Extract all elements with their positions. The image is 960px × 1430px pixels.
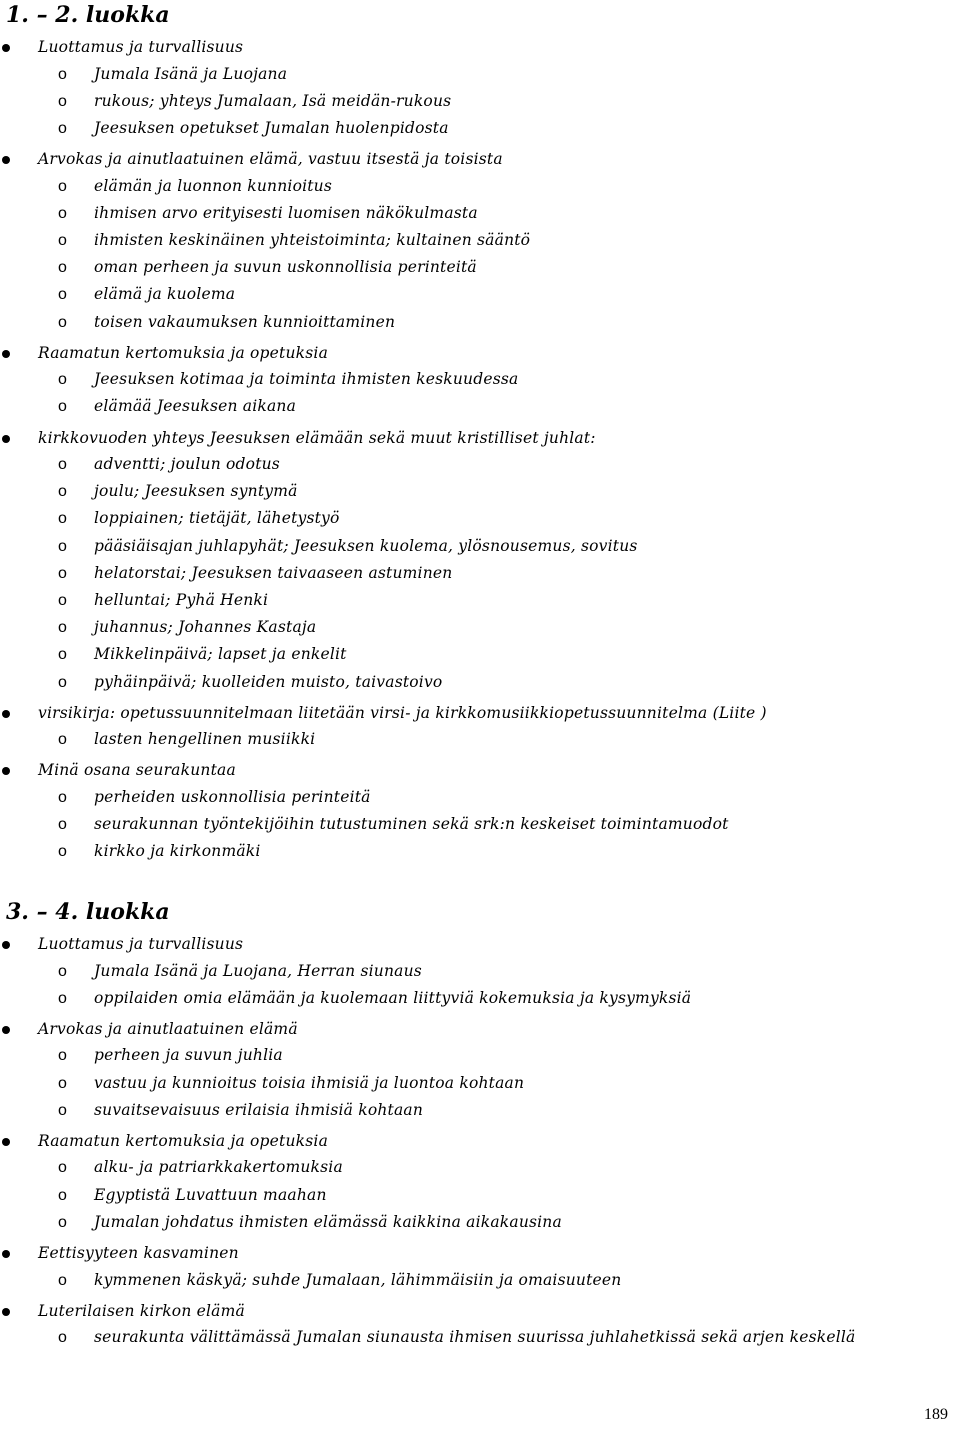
sub-list-item-text: kirkko ja kirkonmäki xyxy=(94,842,261,861)
circle-bullet-icon: o xyxy=(58,177,67,195)
sub-list-item-text: toisen vakaumuksen kunnioittaminen xyxy=(94,312,396,331)
sub-list-item xyxy=(0,587,960,614)
circle-bullet-icon: o xyxy=(58,1186,67,1204)
sub-list-item xyxy=(0,227,960,254)
sub-list-item-text: perheiden uskonnollisia perinteitä xyxy=(94,787,371,806)
sub-list-item-text: helluntai; Pyhä Henki xyxy=(94,591,269,609)
sub-list-item-text: loppiainen; tietäjät, lähetystyö xyxy=(94,509,340,528)
sub-list-item xyxy=(0,1070,960,1097)
circle-bullet-icon: o xyxy=(58,456,67,474)
circle-bullet-icon: o xyxy=(58,646,67,664)
list-item-text: Luterilaisen kirkon elämä xyxy=(38,1301,245,1320)
list-item-text: virsikirja: opetussuunnitelmaan liitetään virsi- ja kirkkomusiikkiopetussuunnitelma (Liite ) xyxy=(38,703,767,722)
sub-list-item xyxy=(0,61,960,88)
sub-list-item xyxy=(0,958,960,985)
sub-list-item-text: rukous; yhteys Jumalaan, Isä meidän-rukous xyxy=(94,91,452,110)
circle-bullet-icon: o xyxy=(58,313,67,331)
sub-list-item xyxy=(0,88,960,115)
circle-bullet-icon: o xyxy=(58,1074,67,1092)
sub-list-item-text: kymmenen käskyä; suhde Jumalaan, lähimmäisiin ja omaisuuteen xyxy=(94,1270,622,1289)
sub-list-item xyxy=(0,173,960,200)
sub-list-item xyxy=(0,1154,960,1181)
sub-list-item-text: Egyptistä Luvattuun maahan xyxy=(94,1185,327,1204)
sub-list-item-text: juhannus; Johannes Kastaja xyxy=(94,618,317,637)
circle-bullet-icon: o xyxy=(58,231,67,249)
sub-list-item-text: alku- ja patriarkkakertomuksia xyxy=(94,1158,343,1177)
list-item xyxy=(0,696,960,727)
sub-list-item xyxy=(0,614,960,641)
bullet-icon xyxy=(2,1026,10,1034)
bullet-icon xyxy=(2,350,10,358)
sub-list-item xyxy=(0,478,960,505)
sub-list-item xyxy=(0,560,960,587)
sub-list-item xyxy=(0,669,960,696)
circle-bullet-icon: o xyxy=(58,962,67,980)
circle-bullet-icon: o xyxy=(58,619,67,637)
circle-bullet-icon: o xyxy=(58,788,67,806)
sub-list-item-text: ihmisen arvo erityisesti luomisen näkökulmasta xyxy=(94,203,478,222)
section-heading: 3. – 4. luokka xyxy=(6,899,170,925)
sub-list-item-text: oppilaiden omia elämään ja kuolemaan liittyviä kokemuksia ja kysymyksiä xyxy=(94,988,692,1007)
sub-list-item xyxy=(0,641,960,668)
section-list xyxy=(0,927,960,1351)
list-item xyxy=(0,421,960,452)
bullet-icon xyxy=(2,1250,10,1258)
list-item-text: kirkkovuoden yhteys Jeesuksen elämään sekä muut kristilliset juhlat: xyxy=(38,428,596,447)
list-item-text: Arvokas ja ainutlaatuinen elämä xyxy=(38,1019,298,1038)
sub-list-item xyxy=(0,1042,960,1069)
sub-list-item xyxy=(0,1267,960,1294)
bullet-icon xyxy=(2,435,10,443)
sub-list-item-text: Jeesuksen opetukset Jumalan huolenpidosta xyxy=(94,118,449,137)
sub-list-item-text: suvaitsevaisuus erilaisia ihmisiä kohtaan xyxy=(94,1100,424,1119)
sub-list-item-text: oman perheen ja suvun uskonnollisia perinteitä xyxy=(94,258,477,277)
bullet-icon xyxy=(2,941,10,949)
bullet-icon xyxy=(2,1138,10,1146)
sub-list-item xyxy=(0,451,960,478)
sub-list-item-text: Jumala Isänä ja Luojana, Herran siunaus xyxy=(94,961,422,980)
sub-list-item-text: pääsiäisajan juhlapyhät; Jeesuksen kuolema, ylösnousemus, sovitus xyxy=(94,536,638,555)
sub-list-item-text: Jumalan johdatus ihmisten elämässä kaikkina aikakausina xyxy=(94,1212,562,1231)
bullet-icon xyxy=(2,710,10,718)
list-item xyxy=(0,927,960,958)
list-item xyxy=(0,336,960,367)
sub-list-item-text: seurakunnan työntekijöihin tutustuminen sekä srk:n keskeiset toimintamuodot xyxy=(94,815,729,834)
circle-bullet-icon: o xyxy=(58,286,67,304)
circle-bullet-icon: o xyxy=(58,1271,67,1289)
sub-list-item-text: adventti; joulun odotus xyxy=(94,455,280,474)
circle-bullet-icon: o xyxy=(58,119,67,137)
section-list xyxy=(0,30,960,866)
list-item-text: Arvokas ja ainutlaatuinen elämä, vastuu itsestä ja toisista xyxy=(38,150,503,169)
list-item xyxy=(0,753,960,784)
circle-bullet-icon: o xyxy=(58,816,67,834)
list-item xyxy=(0,30,960,61)
sub-list-item-text: elämä ja kuolema xyxy=(94,285,236,304)
sub-list-item-text: seurakunta välittämässä Jumalan siunausta ihmisen suurissa juhlahetkissä sekä arjen keskellä xyxy=(94,1328,856,1347)
sub-list-item xyxy=(0,1182,960,1209)
circle-bullet-icon: o xyxy=(58,1159,67,1177)
sub-list-item xyxy=(0,1097,960,1124)
list-item-text: Eettisyyteen kasvaminen xyxy=(38,1244,239,1262)
sub-list-item-text: helatorstai; Jeesuksen taivaaseen astuminen xyxy=(94,563,453,582)
sub-list-item xyxy=(0,309,960,336)
circle-bullet-icon: o xyxy=(58,259,67,277)
bullet-icon xyxy=(2,1308,10,1316)
sub-list-item xyxy=(0,838,960,865)
bullet-icon xyxy=(2,44,10,52)
sub-list-item-text: ihmisten keskinäinen yhteistoiminta; kultainen sääntö xyxy=(94,230,531,249)
circle-bullet-icon: o xyxy=(58,564,67,582)
sub-list-item xyxy=(0,726,960,753)
circle-bullet-icon: o xyxy=(58,92,67,110)
circle-bullet-icon: o xyxy=(58,65,67,83)
sub-list-item-text: elämää Jeesuksen aikana xyxy=(94,397,297,416)
page-number: 189 xyxy=(924,1406,948,1423)
list-item-text: Raamatun kertomuksia ja opetuksia xyxy=(38,1131,329,1150)
sub-list-item xyxy=(0,784,960,811)
sub-list-item xyxy=(0,811,960,838)
circle-bullet-icon: o xyxy=(58,371,67,389)
section-heading: 1. – 2. luokka xyxy=(6,2,170,28)
sub-list-item xyxy=(0,281,960,308)
circle-bullet-icon: o xyxy=(58,1213,67,1231)
circle-bullet-icon: o xyxy=(58,989,67,1007)
sub-list-item-text: lasten hengellinen musiikki xyxy=(94,730,316,749)
sub-list-item xyxy=(0,115,960,142)
list-item xyxy=(0,142,960,173)
sub-list-item-text: pyhäinpäivä; kuolleiden muisto, taivastoivo xyxy=(94,672,443,691)
circle-bullet-icon: o xyxy=(58,537,67,555)
circle-bullet-icon: o xyxy=(58,483,67,501)
sub-list-item xyxy=(0,393,960,420)
circle-bullet-icon: o xyxy=(58,592,67,609)
list-item xyxy=(0,1294,960,1325)
sub-list-item xyxy=(0,533,960,560)
sub-list-item xyxy=(0,254,960,281)
circle-bullet-icon: o xyxy=(58,398,67,416)
sub-list-item xyxy=(0,366,960,393)
sub-list-item xyxy=(0,505,960,532)
sub-list-item-text: Jeesuksen kotimaa ja toiminta ihmisten keskuudessa xyxy=(94,370,519,389)
circle-bullet-icon: o xyxy=(58,1047,67,1065)
sub-list-item-text: vastuu ja kunnioitus toisia ihmisiä ja luontoa kohtaan xyxy=(94,1073,525,1092)
list-item-text: Raamatun kertomuksia ja opetuksia xyxy=(38,343,329,362)
sub-list-item xyxy=(0,200,960,227)
bullet-icon xyxy=(2,156,10,164)
list-item-text: Luottamus ja turvallisuus xyxy=(38,935,244,953)
sub-list-item-text: Jumala Isänä ja Luojana xyxy=(94,64,288,83)
sub-list-item xyxy=(0,1324,960,1351)
circle-bullet-icon: o xyxy=(58,731,67,749)
sub-list-item-text: elämän ja luonnon kunnioitus xyxy=(94,176,333,195)
circle-bullet-icon: o xyxy=(58,673,67,691)
list-item-text: Minä osana seurakuntaa xyxy=(38,761,236,780)
circle-bullet-icon: o xyxy=(58,843,67,861)
sub-list-item xyxy=(0,1209,960,1236)
bullet-icon xyxy=(2,767,10,775)
list-item xyxy=(0,1012,960,1043)
circle-bullet-icon: o xyxy=(58,1329,67,1347)
sub-list-item-text: Mikkelinpäivä; lapset ja enkelit xyxy=(94,645,347,664)
circle-bullet-icon: o xyxy=(58,1101,67,1119)
sub-list-item-text: perheen ja suvun juhlia xyxy=(94,1046,283,1065)
circle-bullet-icon: o xyxy=(58,510,67,528)
list-item-text: Luottamus ja turvallisuus xyxy=(38,38,244,56)
list-item xyxy=(0,1124,960,1155)
sub-list-item-text: joulu; Jeesuksen syntymä xyxy=(94,482,298,501)
list-item xyxy=(0,1236,960,1267)
circle-bullet-icon: o xyxy=(58,204,67,222)
sub-list-item xyxy=(0,985,960,1012)
